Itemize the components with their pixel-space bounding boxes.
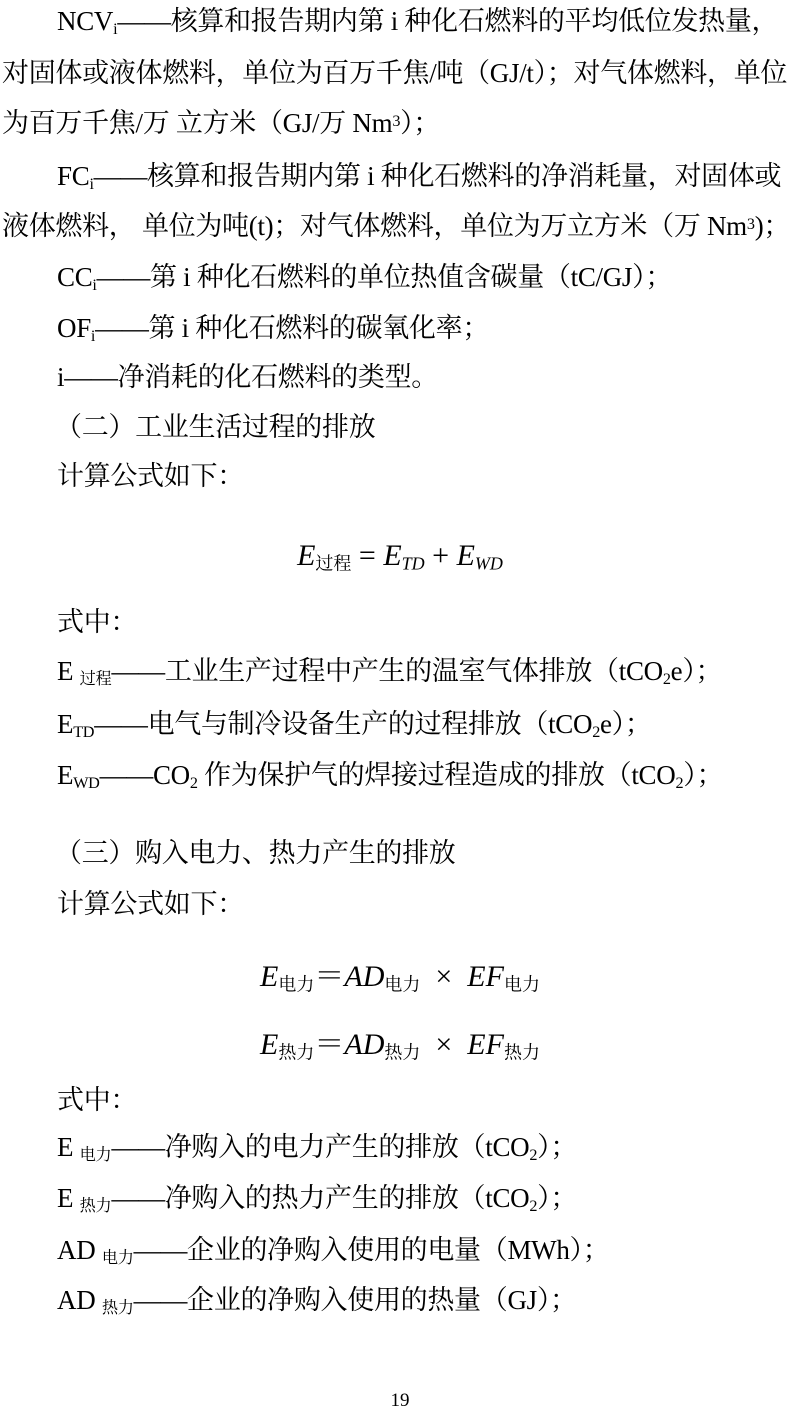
text-line [57, 7, 778, 38]
text-segment: 3 [746, 214, 755, 233]
text-segment: 计算公式如下： [57, 461, 244, 491]
text-segment: 电力 [384, 974, 421, 995]
text-segment: ＝ [314, 960, 345, 993]
text-segment: 对固体或液体燃料，单位为百万千焦/吨（GJ/t）；对气体燃料，单位 [2, 58, 788, 88]
text-segment: E [57, 1132, 80, 1162]
text-segment: AD [344, 1028, 385, 1061]
text-segment: ——电气与制冷设备生产的过程排放（tCO [94, 709, 593, 739]
text-segment: E [260, 960, 279, 993]
text-segment: ——核算和报告期内第 i 种化石燃料的净消耗量，对固体或 [93, 161, 782, 191]
text-segment: 过程 [79, 670, 112, 689]
page-number: 19 [390, 1390, 410, 1411]
formula-line [0, 1029, 800, 1062]
text-segment: ——企业的净购入使用的电量（MWh）； [133, 1235, 610, 1265]
text-segment: 热力 [278, 1042, 315, 1063]
text-line [57, 363, 438, 391]
text-segment: E [57, 709, 74, 739]
formula-line [0, 540, 800, 573]
text-segment: EF [467, 1028, 504, 1061]
formula-line [0, 961, 800, 994]
text-segment: 计算公式如下： [57, 889, 244, 919]
text-segment: ——核算和报告期内第 i 种化石燃料的平均低位发热量， [117, 6, 779, 36]
text-line [57, 1133, 577, 1164]
text-segment: i [92, 276, 97, 295]
text-segment: 2 [529, 1197, 538, 1216]
text-segment: ——CO [99, 760, 190, 790]
text-segment: ）； [683, 760, 724, 790]
text-segment: 热力 [384, 1042, 421, 1063]
text-segment: e）； [670, 656, 723, 686]
text-line [2, 212, 790, 240]
text-line [57, 1286, 577, 1317]
text-segment: 3 [392, 111, 401, 130]
text-line [57, 263, 672, 294]
text-segment: × [420, 960, 468, 993]
text-segment: 过程 [315, 553, 352, 574]
text-segment: E [456, 539, 475, 572]
text-segment: ——第 i 种化石燃料的单位热值含碳量（tC/GJ）； [96, 262, 673, 292]
text-segment: 2 [529, 1146, 538, 1165]
text-segment: WD [73, 774, 100, 793]
text-segment: = [351, 539, 384, 572]
text-segment: AD [344, 960, 385, 993]
text-line [57, 314, 489, 345]
text-segment: NCV [57, 6, 114, 36]
text-segment: 液体燃料， 单位为吨(t)；对气体燃料，单位为万立方米（万 Nm [2, 211, 747, 241]
text-line [57, 890, 244, 918]
text-line [57, 1184, 577, 1215]
text-segment: ——企业的净购入使用的热量（GJ）； [133, 1285, 577, 1315]
text-line [57, 1086, 137, 1114]
text-segment: ）； [537, 1132, 578, 1162]
text-line [57, 710, 652, 741]
text-segment: CC [57, 262, 93, 292]
text-segment: TD [73, 723, 95, 742]
text-segment: E [57, 1183, 80, 1213]
text-line [57, 761, 723, 792]
text-segment: i [89, 175, 94, 194]
text-line [57, 162, 781, 193]
text-segment: ——第 i 种化石燃料的碳氧化率； [95, 313, 490, 343]
text-segment: E [297, 539, 316, 572]
text-segment: E [57, 760, 74, 790]
text-line [55, 839, 456, 867]
text-segment: i [113, 20, 118, 39]
text-segment: i [90, 327, 96, 346]
text-segment: 2 [662, 670, 671, 689]
text-segment: 式中： [57, 1085, 138, 1115]
text-segment: ——净购入的热力产生的排放（tCO [111, 1183, 530, 1213]
text-segment: i——净消耗的化石燃料的类型。 [57, 362, 439, 392]
text-segment: 2 [675, 774, 684, 793]
text-segment: ）； [537, 1183, 578, 1213]
text-segment: E [383, 539, 402, 572]
text-segment: E [57, 656, 80, 686]
text-segment: e）； [600, 709, 652, 739]
text-segment: AD [57, 1285, 102, 1315]
text-line [57, 462, 244, 490]
text-line [57, 608, 137, 636]
text-segment: 电力 [79, 1146, 112, 1165]
text-segment: 电力 [278, 974, 315, 995]
text-segment: ）； [400, 108, 441, 138]
text-segment: EF [467, 960, 504, 993]
text-segment: 作为保护气的焊接过程造成的排放（tCO [197, 760, 676, 790]
text-segment: + [424, 539, 457, 572]
text-line [57, 657, 722, 688]
text-line [57, 1236, 609, 1267]
text-segment: 2 [189, 774, 198, 793]
text-segment: 电力 [101, 1249, 134, 1268]
text-segment: 热力 [503, 1042, 540, 1063]
text-segment: ——工业生产过程中产生的温室气体排放（tCO [111, 656, 663, 686]
text-segment: 热力 [101, 1299, 134, 1318]
text-segment: × [420, 1028, 468, 1061]
text-segment: )； [754, 211, 791, 241]
text-line [2, 109, 440, 137]
text-segment: （二）工业生活过程的排放 [55, 412, 376, 442]
text-segment: OF [57, 313, 91, 343]
text-line [55, 413, 375, 441]
text-segment: ＝ [314, 1028, 345, 1061]
text-segment: ——净购入的电力产生的排放（tCO [111, 1132, 530, 1162]
text-segment: 为百万千焦/万 立方米（GJ/万 Nm [2, 108, 393, 138]
text-segment: 式中： [57, 607, 138, 637]
text-segment: 2 [592, 723, 600, 742]
text-segment: 电力 [503, 974, 540, 995]
text-segment: （三）购入电力、热力产生的排放 [55, 838, 456, 868]
text-segment: WD [474, 553, 503, 574]
text-line [2, 59, 787, 87]
text-segment: AD [57, 1235, 102, 1265]
text-segment: E [260, 1028, 279, 1061]
text-segment: FC [57, 161, 90, 191]
text-segment: 热力 [79, 1197, 112, 1216]
text-segment: TD [401, 553, 425, 574]
